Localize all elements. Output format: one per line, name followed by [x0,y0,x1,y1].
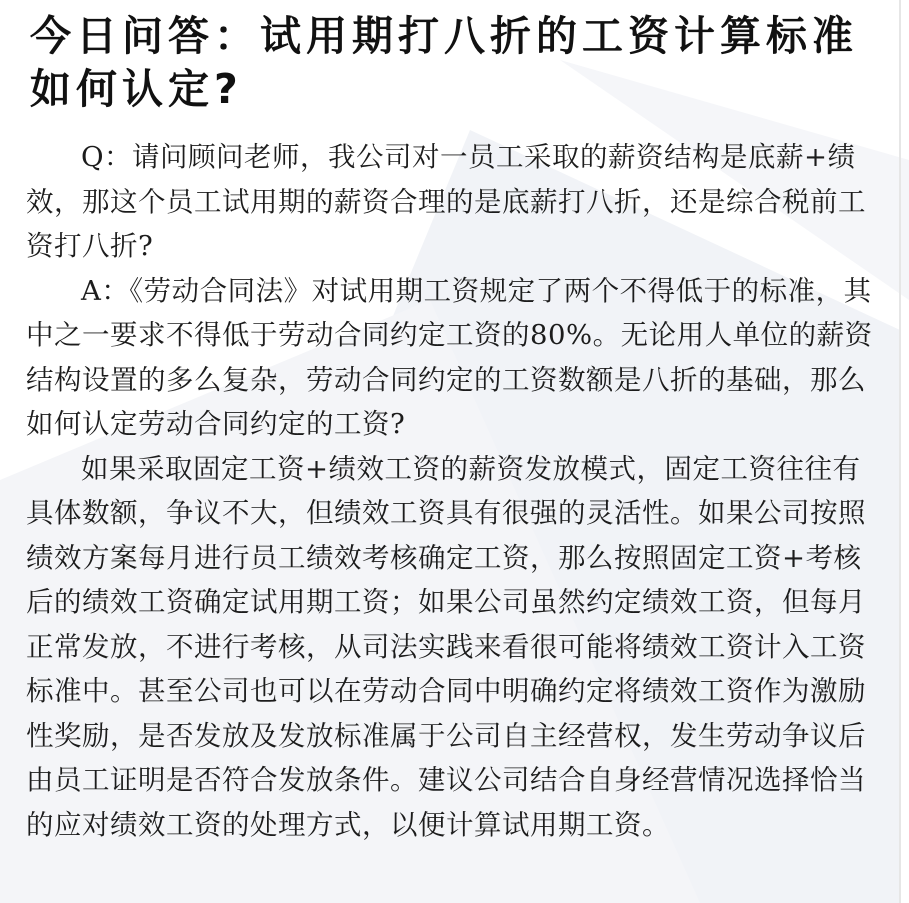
question-paragraph: Q：请问顾问老师，我公司对一员工采取的薪资结构是底薪+绩效，那这个员工试用期的薪资合理的是底薪打八折，还是综合税前工资打八折? [26,141,866,262]
article-body [26,135,874,847]
article-title: 今日问答：试用期打八折的工资计算标准如何认定? [30,12,858,113]
answer-paragraph: A：《劳动合同法》对试用期工资规定了两个不得低于的标准，其中之一要求不得低于劳动合同约定工资的80%。无论用人单位的薪资结构设置的多么复杂，劳动合同约定的工资数额是八折的基础，那么如何认定劳动合同约定的工资? [26,274,873,440]
explanation-paragraph: 如果采取固定工资+绩效工资的薪资发放模式，固定工资往往有具体数额，争议不大，但绩效工资具有很强的灵活性。如果公司按照绩效方案每月进行员工绩效考核确定工资，那么按照固定工资+考核后的绩效工资确定试用期工资；如果公司虽然约定绩效工资，但每月正常发放，不进行考核，从司法实践来看很可能将绩效工资计入工资标准中。甚至公司也可以在劳动合同中明确约定将绩效工资作为激励性奖励，是否发放及发放标准属于公司自主经营权，发生劳动争议后由员工证明是否符合发放条件。建议公司结合自身经营情况选择恰当的应对绩效工资的处理方式，以便计算试用期工资。 [26,452,866,841]
